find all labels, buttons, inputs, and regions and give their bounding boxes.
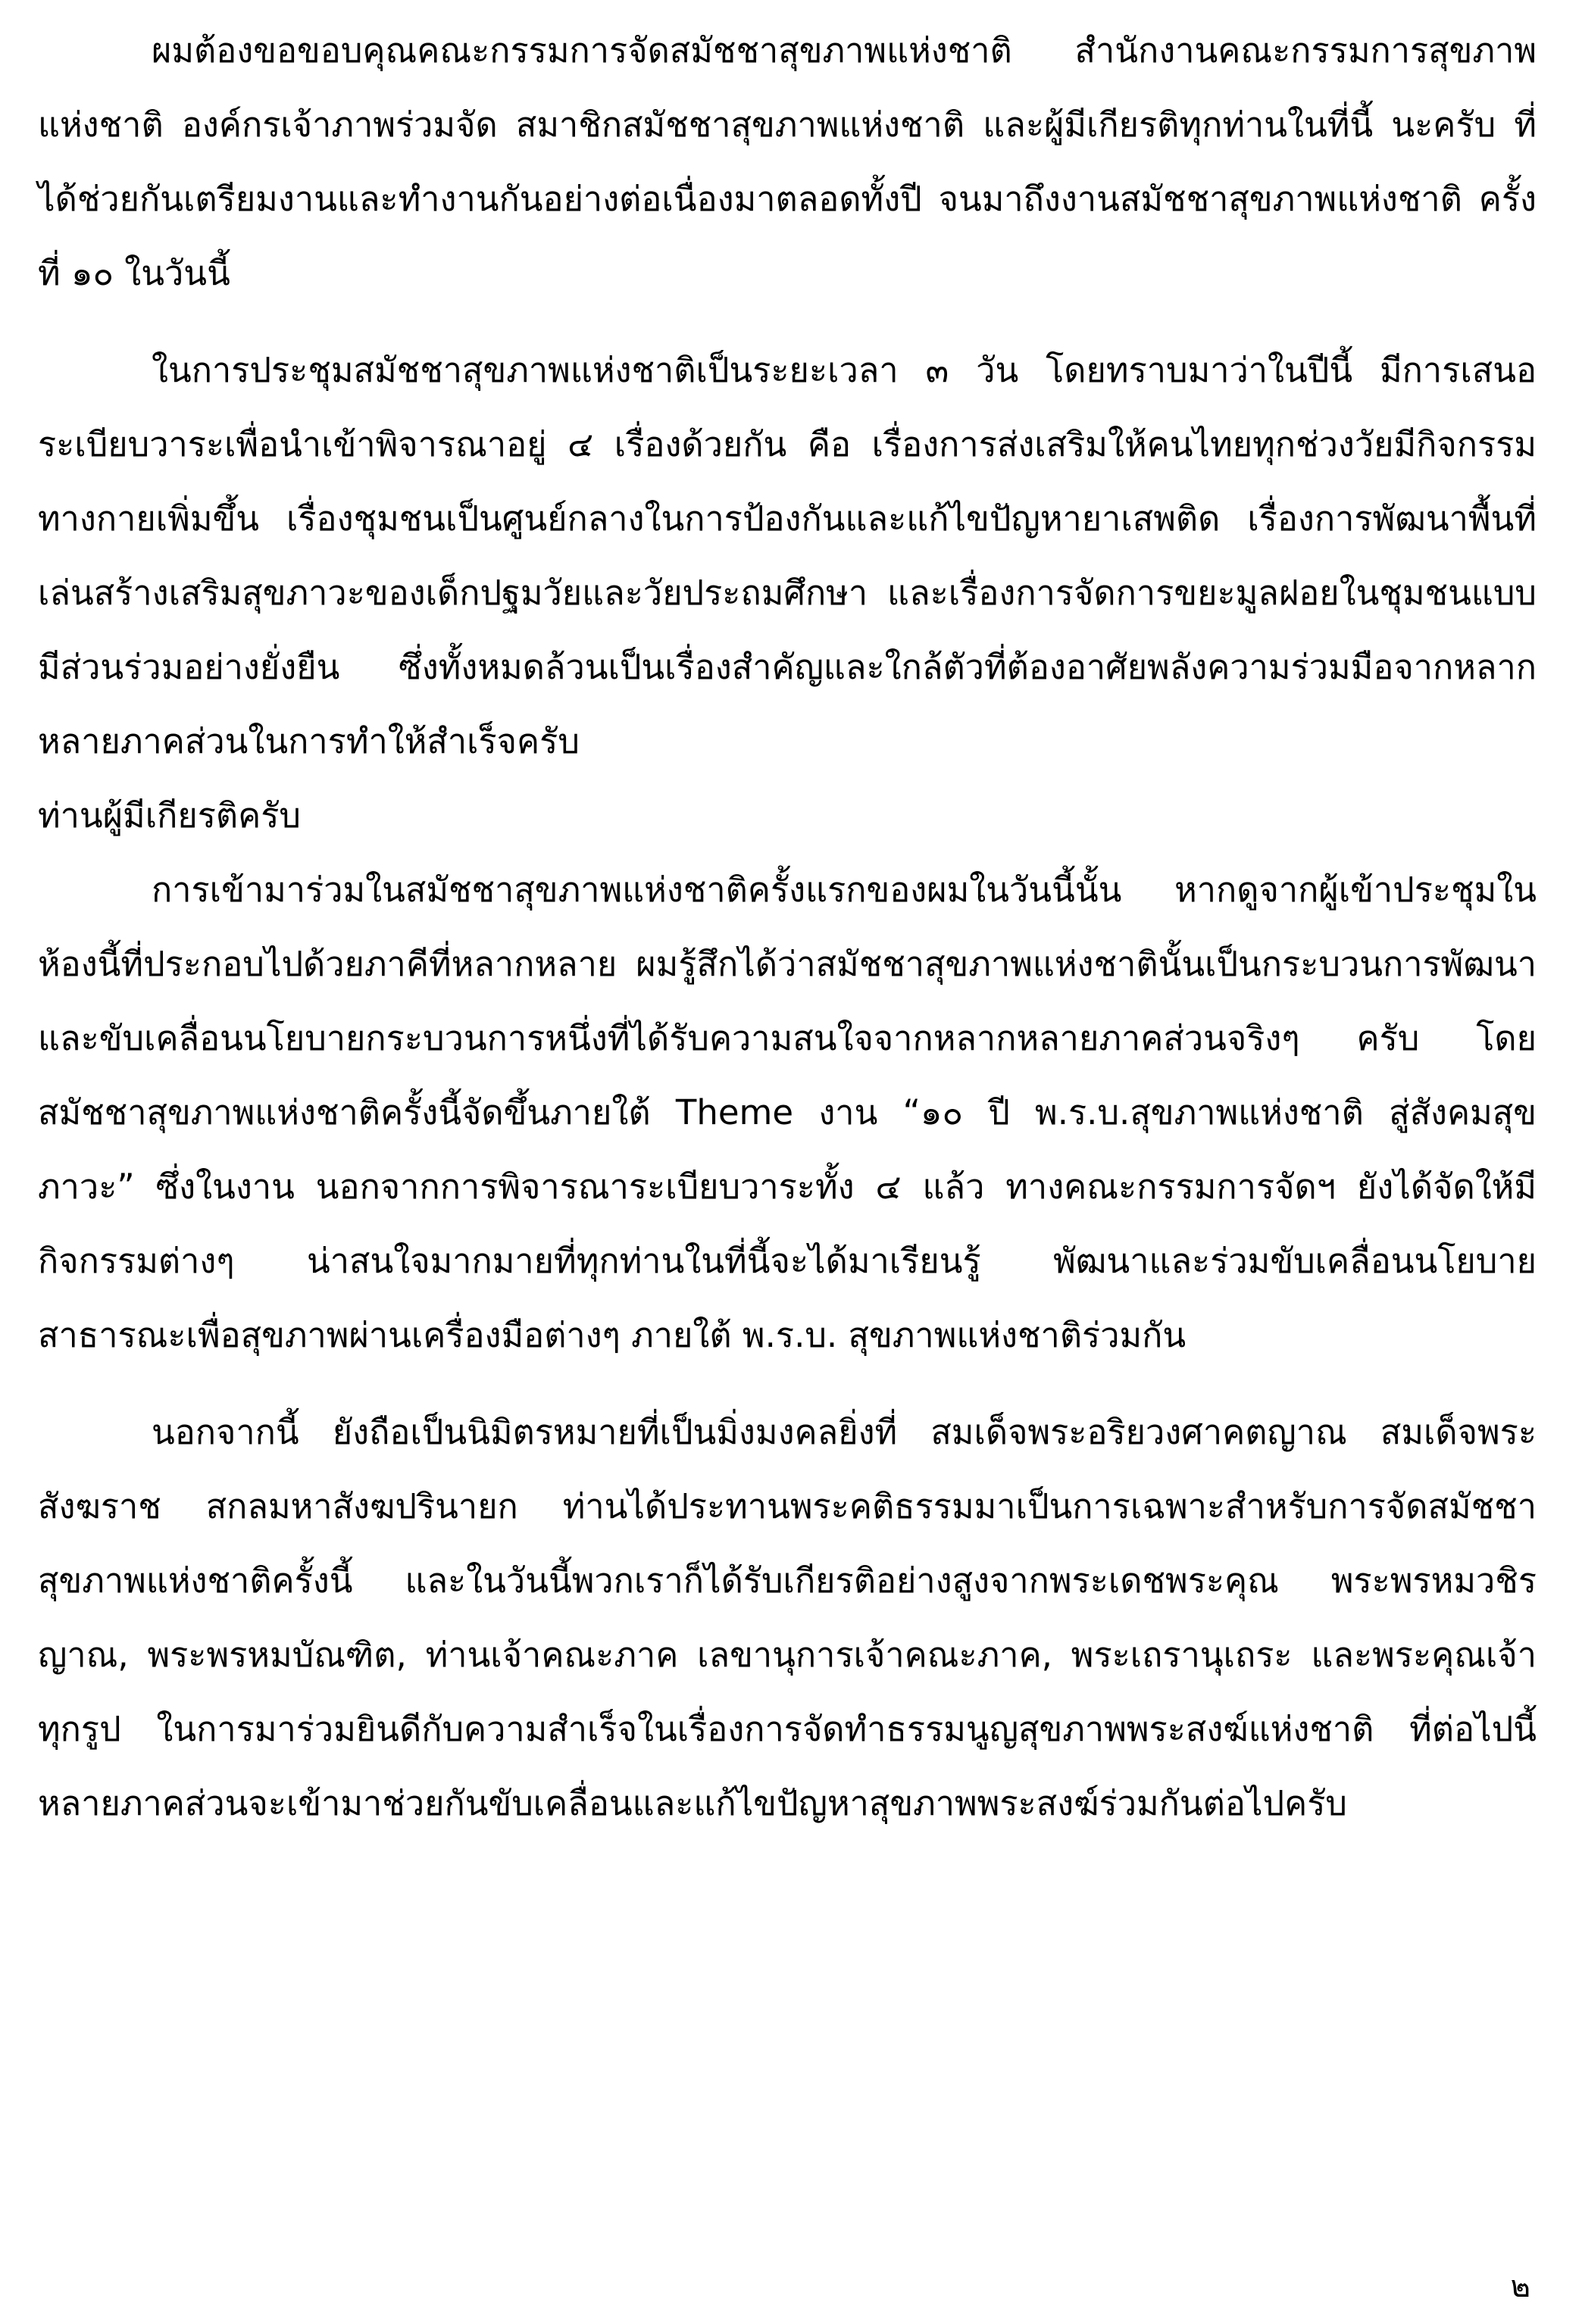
paragraph-blessing: นอกจากนี้ ยังถือเป็นนิมิตรหมายที่เป็นมิ่งมงคลยิ่งที่ สมเด็จพระอริยวงศาคตญาณ สมเด็จพระสังฆราช สกลมหาสังฆปรินายก ท่านได้ประทานพระคติธรรมมาเป็นการเฉพาะสำหรับการจัดสมัชชาสุขภาพแห่งชาติครั้งนี้ และในวันนี้พวกเราก็ได้รับเกียรติอย่างสูงจากพระเดชพระคุณ พระพรหมวชิรญาณ, พระพรหมบัณฑิต, ท่านเจ้าคณะภาค เลขานุการเจ้าคณะภาค, พระเถรานุเถระ และพระคุณเจ้าทุกรูป ในการมาร่วมยินดีกับความสำเร็จในเรื่องการจัดทำธรรมนูญสุขภาพพระสงฆ์แห่งชาติ ที่ต่อไปนี้หลายภาคส่วนจะเข้ามาช่วยกันขับเคลื่อนและแก้ไขปัญหาสุขภาพพระสงฆ์ร่วมกันต่อไปครับ [38,1412,1537,1823]
paragraph-thanks: ผมต้องขอขอบคุณคณะกรรมการจัดสมัชชาสุขภาพแห่งชาติ สำนักงานคณะกรรมการสุขภาพแห่งชาติ องค์กรเจ้าภาพร่วมจัด สมาชิกสมัชชาสุขภาพแห่งชาติ และผู้มีเกียรติทุกท่านในที่นี้ นะครับ ที่ได้ช่วยกันเตรียมงานและทำงานกันอย่างต่อเนื่องมาตลอดทั้งปี จนมาถึงงานสมัชชาสุขภาพแห่งชาติ ครั้งที่ ๑๐ ในวันนี้ [38,30,1537,293]
page-number: ๒ [1510,2269,1530,2304]
salutation: ท่านผู้มีเกียรติครับ [38,795,301,836]
paragraph-participation: การเข้ามาร่วมในสมัชชาสุขภาพแห่งชาติครั้งแรกของผมในวันนี้นั้น หากดูจากผู้เข้าประชุมในห้องนี้ที่ประกอบไปด้วยภาคีที่หลากหลาย ผมรู้สึกได้ว่าสมัชชาสุขภาพแห่งชาตินั้นเป็นกระบวนการพัฒนาและขับเคลื่อนนโยบายกระบวนการหนึ่งที่ได้รับความสนใจจากหลากหลายภาคส่วนจริงๆ ครับ โดยสมัชชาสุขภาพแห่งชาติครั้งนี้จัดขึ้นภายใต้ Theme งาน “๑๐ ปี พ.ร.บ.สุขภาพแห่งชาติ สู่สังคมสุขภาวะ” ซึ่งในงาน นอกจากการพิจารณาระเบียบวาระทั้ง ๔ แล้ว ทางคณะกรรมการจัดฯ ยังได้จัดให้มีกิจกรรมต่างๆ น่าสนใจมากมายที่ทุกท่านในที่นี้จะได้มาเรียนรู้ พัฒนาและร่วมขับเคลื่อนนโยบายสาธารณะเพื่อสุขภาพผ่านเครื่องมือต่างๆ ภายใต้ พ.ร.บ. สุขภาพแห่งชาติร่วมกัน [38,870,1537,1355]
paragraph-agenda: ในการประชุมสมัชชาสุขภาพแห่งชาติเป็นระยะเวลา ๓ วัน โดยทราบมาว่าในปีนี้ มีการเสนอระเบียบวาระเพื่อนำเข้าพิจารณาอยู่ ๔ เรื่องด้วยกัน คือ เรื่องการส่งเสริมให้คนไทยทุกช่วงวัยมีกิจกรรมทางกายเพิ่มขึ้น เรื่องชุมชนเป็นศูนย์กลางในการป้องกันและแก้ไขปัญหายาเสพติด เรื่องการพัฒนาพื้นที่เล่นสร้างเสริมสุขภาวะของเด็กปฐมวัยและวัยประถมศึกษา และเรื่องการจัดการขยะมูลฝอยในชุมชนแบบมีส่วนร่วมอย่างยั่งยืน ซึ่งทั้งหมดล้วนเป็นเรื่องสำคัญและใกล้ตัวที่ต้องอาศัยพลังความร่วมมือจากหลากหลายภาคส่วนในการทำให้สำเร็จครับ [38,350,1537,761]
document-page [38,14,1537,1841]
